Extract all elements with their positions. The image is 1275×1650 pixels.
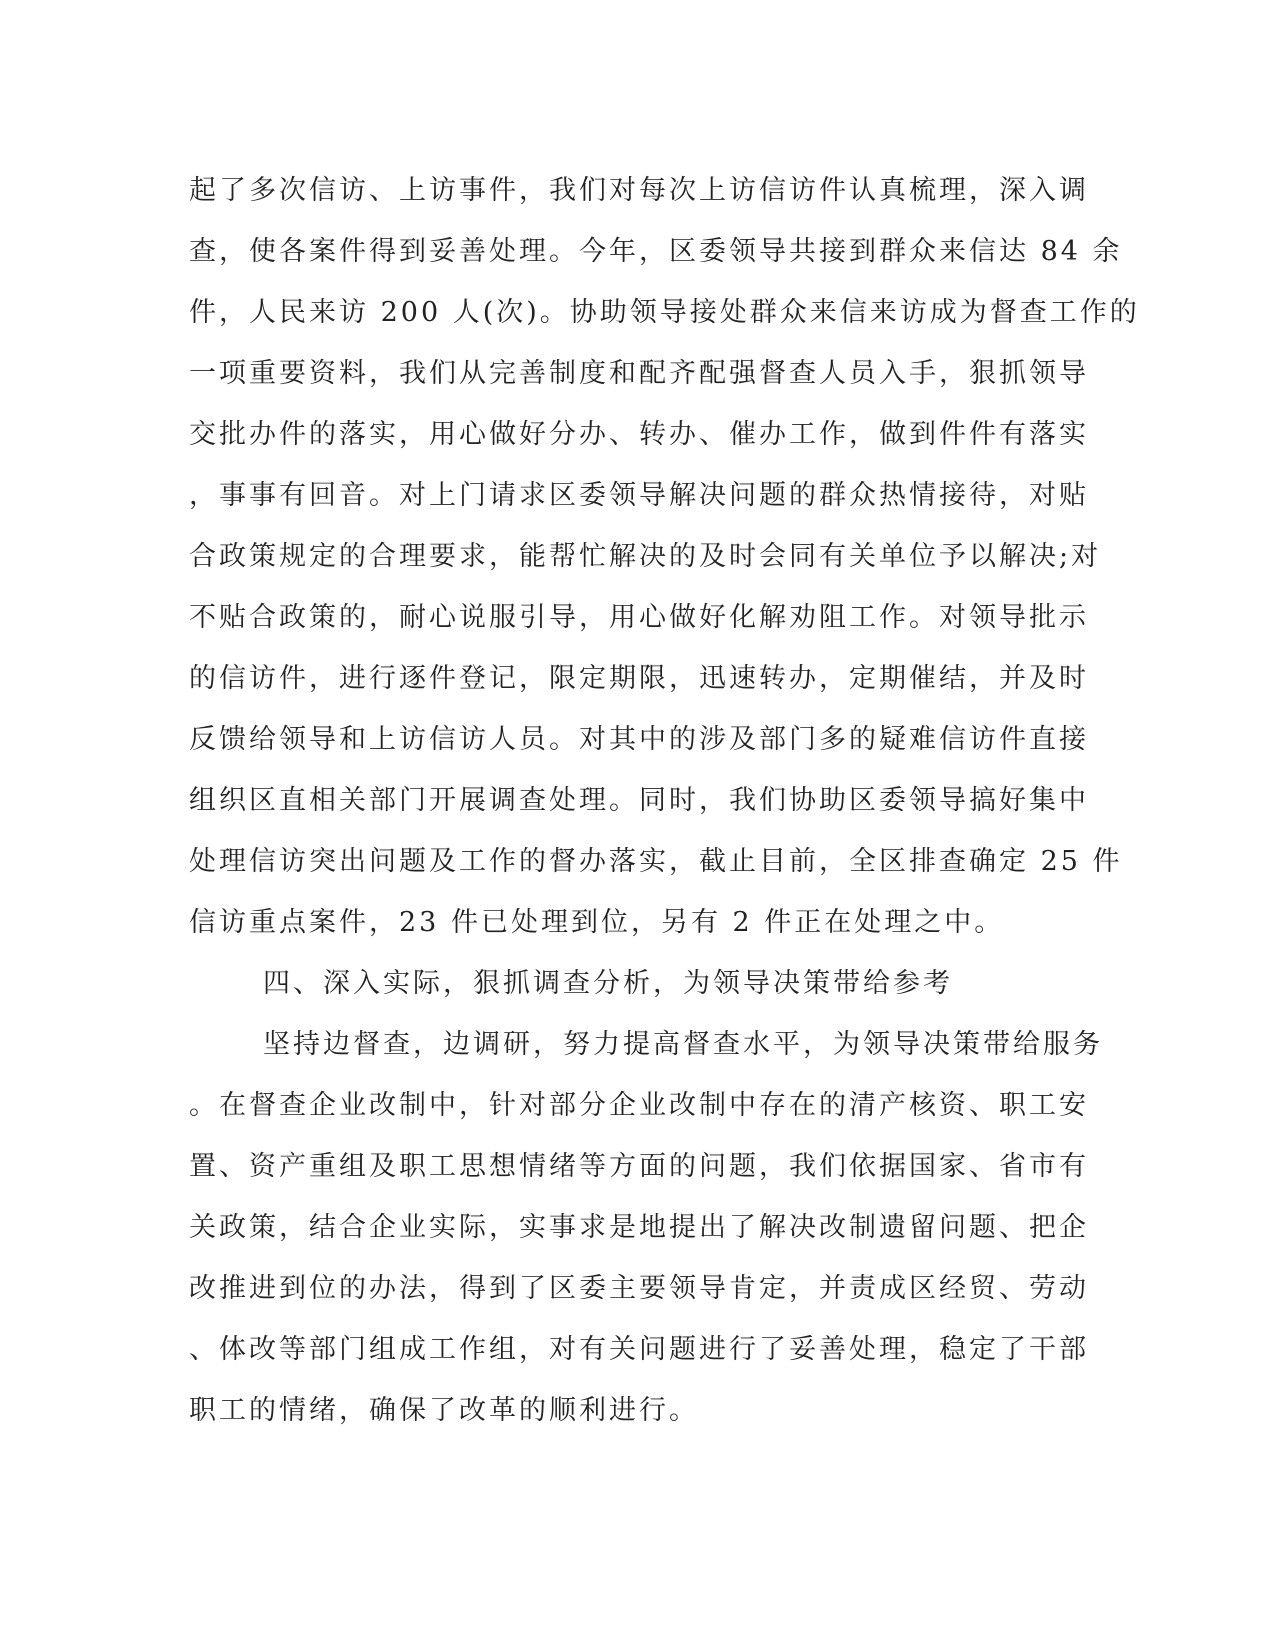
text-line: 的信访件，进行逐件登记，限定期限，迅速转办，定期催结，并及时	[189, 663, 1089, 694]
text-line: 、体改等部门组成工作组，对有关问题进行了妥善处理，稳定了干部	[189, 1334, 1089, 1365]
text-line: 一项重要资料，我们从完善制度和配齐配强督查人员入手，狠抓领导	[189, 358, 1089, 389]
text-line: 置、资产重组及职工思想情绪等方面的问题，我们依据国家、省市有	[189, 1151, 1089, 1182]
text-line: 反馈给领导和上访信访人员。对其中的涉及部门多的疑难信访件直接	[189, 724, 1089, 755]
text-line: 关政策，结合企业实际，实事求是地提出了解决改制遗留问题、把企	[189, 1212, 1089, 1243]
text-line: 信访重点案件，23 件已处理到位，另有 2 件正在处理之中。	[189, 907, 1005, 938]
paragraph-first-line: 坚持边督查，边调研，努力提高督查水平，为领导决策带给服务	[263, 1029, 1103, 1060]
text-line: 职工的情绪，确保了改革的顺利进行。	[189, 1395, 699, 1426]
text-line: ，事事有回音。对上门请求区委领导解决问题的群众热情接待，对贴	[189, 480, 1089, 511]
text-line: 起了多次信访、上访事件，我们对每次上访信访件认真梳理，深入调	[189, 175, 1089, 206]
text-line: 处理信访突出问题及工作的督办落实，截止目前，全区排查确定 25 件	[189, 846, 1123, 877]
text-line: 合政策规定的合理要求，能帮忙解决的及时会同有关单位予以解决;对	[189, 541, 1102, 572]
body-text	[189, 160, 1140, 1441]
text-line: 件，人民来访 200 人(次)。协助领导接处群众来信来访成为督查工作的	[189, 297, 1140, 328]
text-line: 不贴合政策的，耐心说服引导，用心做好化解劝阻工作。对领导批示	[189, 602, 1089, 633]
text-line: 查，使各案件得到妥善处理。今年，区委领导共接到群众来信达 84 余	[189, 236, 1123, 267]
text-line: 交批办件的落实，用心做好分办、转办、催办工作，做到件件有落实	[189, 419, 1089, 450]
text-line: 组织区直相关部门开展调查处理。同时，我们协助区委领导搞好集中	[189, 785, 1089, 816]
text-line: 。在督查企业改制中，针对部分企业改制中存在的清产核资、职工安	[189, 1090, 1089, 1121]
text-line: 改推进到位的办法，得到了区委主要领导肯定，并责成区经贸、劳动	[189, 1273, 1089, 1304]
section-heading: 四、深入实际，狠抓调查分析，为领导决策带给参考	[263, 968, 953, 999]
